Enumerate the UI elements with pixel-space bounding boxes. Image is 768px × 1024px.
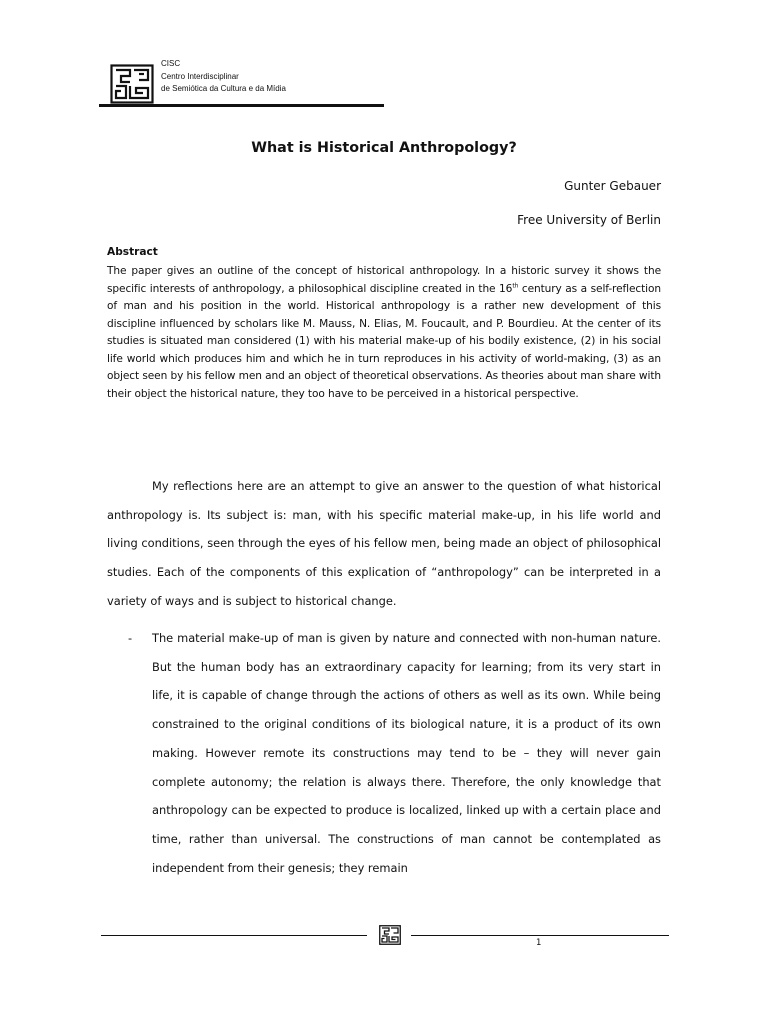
author-affiliation: Free University of Berlin (517, 213, 661, 227)
abstract-superscript: th (512, 281, 519, 289)
abstract-text-part2: century as a self-reflection of man and his position in the world. Historical anthropology is a rather new development of this discipline influenced by scholars like M. Mauss, N. Elias, M. Foucault, and P. Bourdieu. At the center of its studies is situated man considered (1) with his material make-up of his bodily existence, (2) in his social life world which produces him and which he in turn reproduces in his activity of world-making, (3) as an object seen by his fellow men and an object of theoretical observations. As theories about man share with their object the historical nature, they too have to be perceived in a historical perspective. (107, 282, 662, 400)
body-paragraph-1: My reflections here are an attempt to give an answer to the question of what historical anthropology is. Its subject is: man, with his specific material make-up, in his life world and living conditions, seen through the eyes of his fellow men, being made an object of philosophical studies. Each of the components of this explication of “anthropology” can be interpreted in a variety of ways and is subject to historical change. (107, 479, 661, 608)
header-rule (99, 104, 384, 107)
footer-rule-right (411, 935, 669, 936)
header-org-block (161, 58, 286, 96)
header-org-line2: de Semiótica da Cultura e da Mídia (161, 84, 286, 93)
footer-cisc-logo-icon (379, 924, 401, 946)
bullet-item-1: The material make-up of man is given by nature and connected with non-human nature. But the human body has an extraordinary capacity for learning; from its very start in life, it is capable of change through the actions of others as well as its own. While being constrained to the original conditions of its biological nature, it is a product of its own making. However remote its constructions may tend to be – they will never gain complete autonomy; the relation is always there. Therefore, the only knowledge that anthropology can be expected to produce is localized, linked up with a certain place and time, rather than universal. The constructions of man cannot be contemplated as independent from their genesis; they remain (152, 631, 661, 875)
abstract-heading: Abstract (107, 246, 158, 258)
author-name: Gunter Gebauer (564, 179, 661, 193)
abstract-text (107, 263, 661, 403)
abstract-text-part1: The paper gives an outline of the concept of historical anthropology. In a historic survey it shows the specific interests of anthropology, a philosophical discipline created in the 16 (107, 265, 661, 295)
header-org-line1: Centro Interdisciplinar (161, 71, 239, 81)
paper-title: What is Historical Anthropology? (251, 140, 517, 156)
page-number: 1 (536, 938, 542, 948)
bullet-marker: - (128, 631, 133, 645)
footer-rule-left (101, 935, 367, 936)
header-org-short: CISC (161, 59, 181, 68)
cisc-logo-icon (110, 64, 154, 104)
